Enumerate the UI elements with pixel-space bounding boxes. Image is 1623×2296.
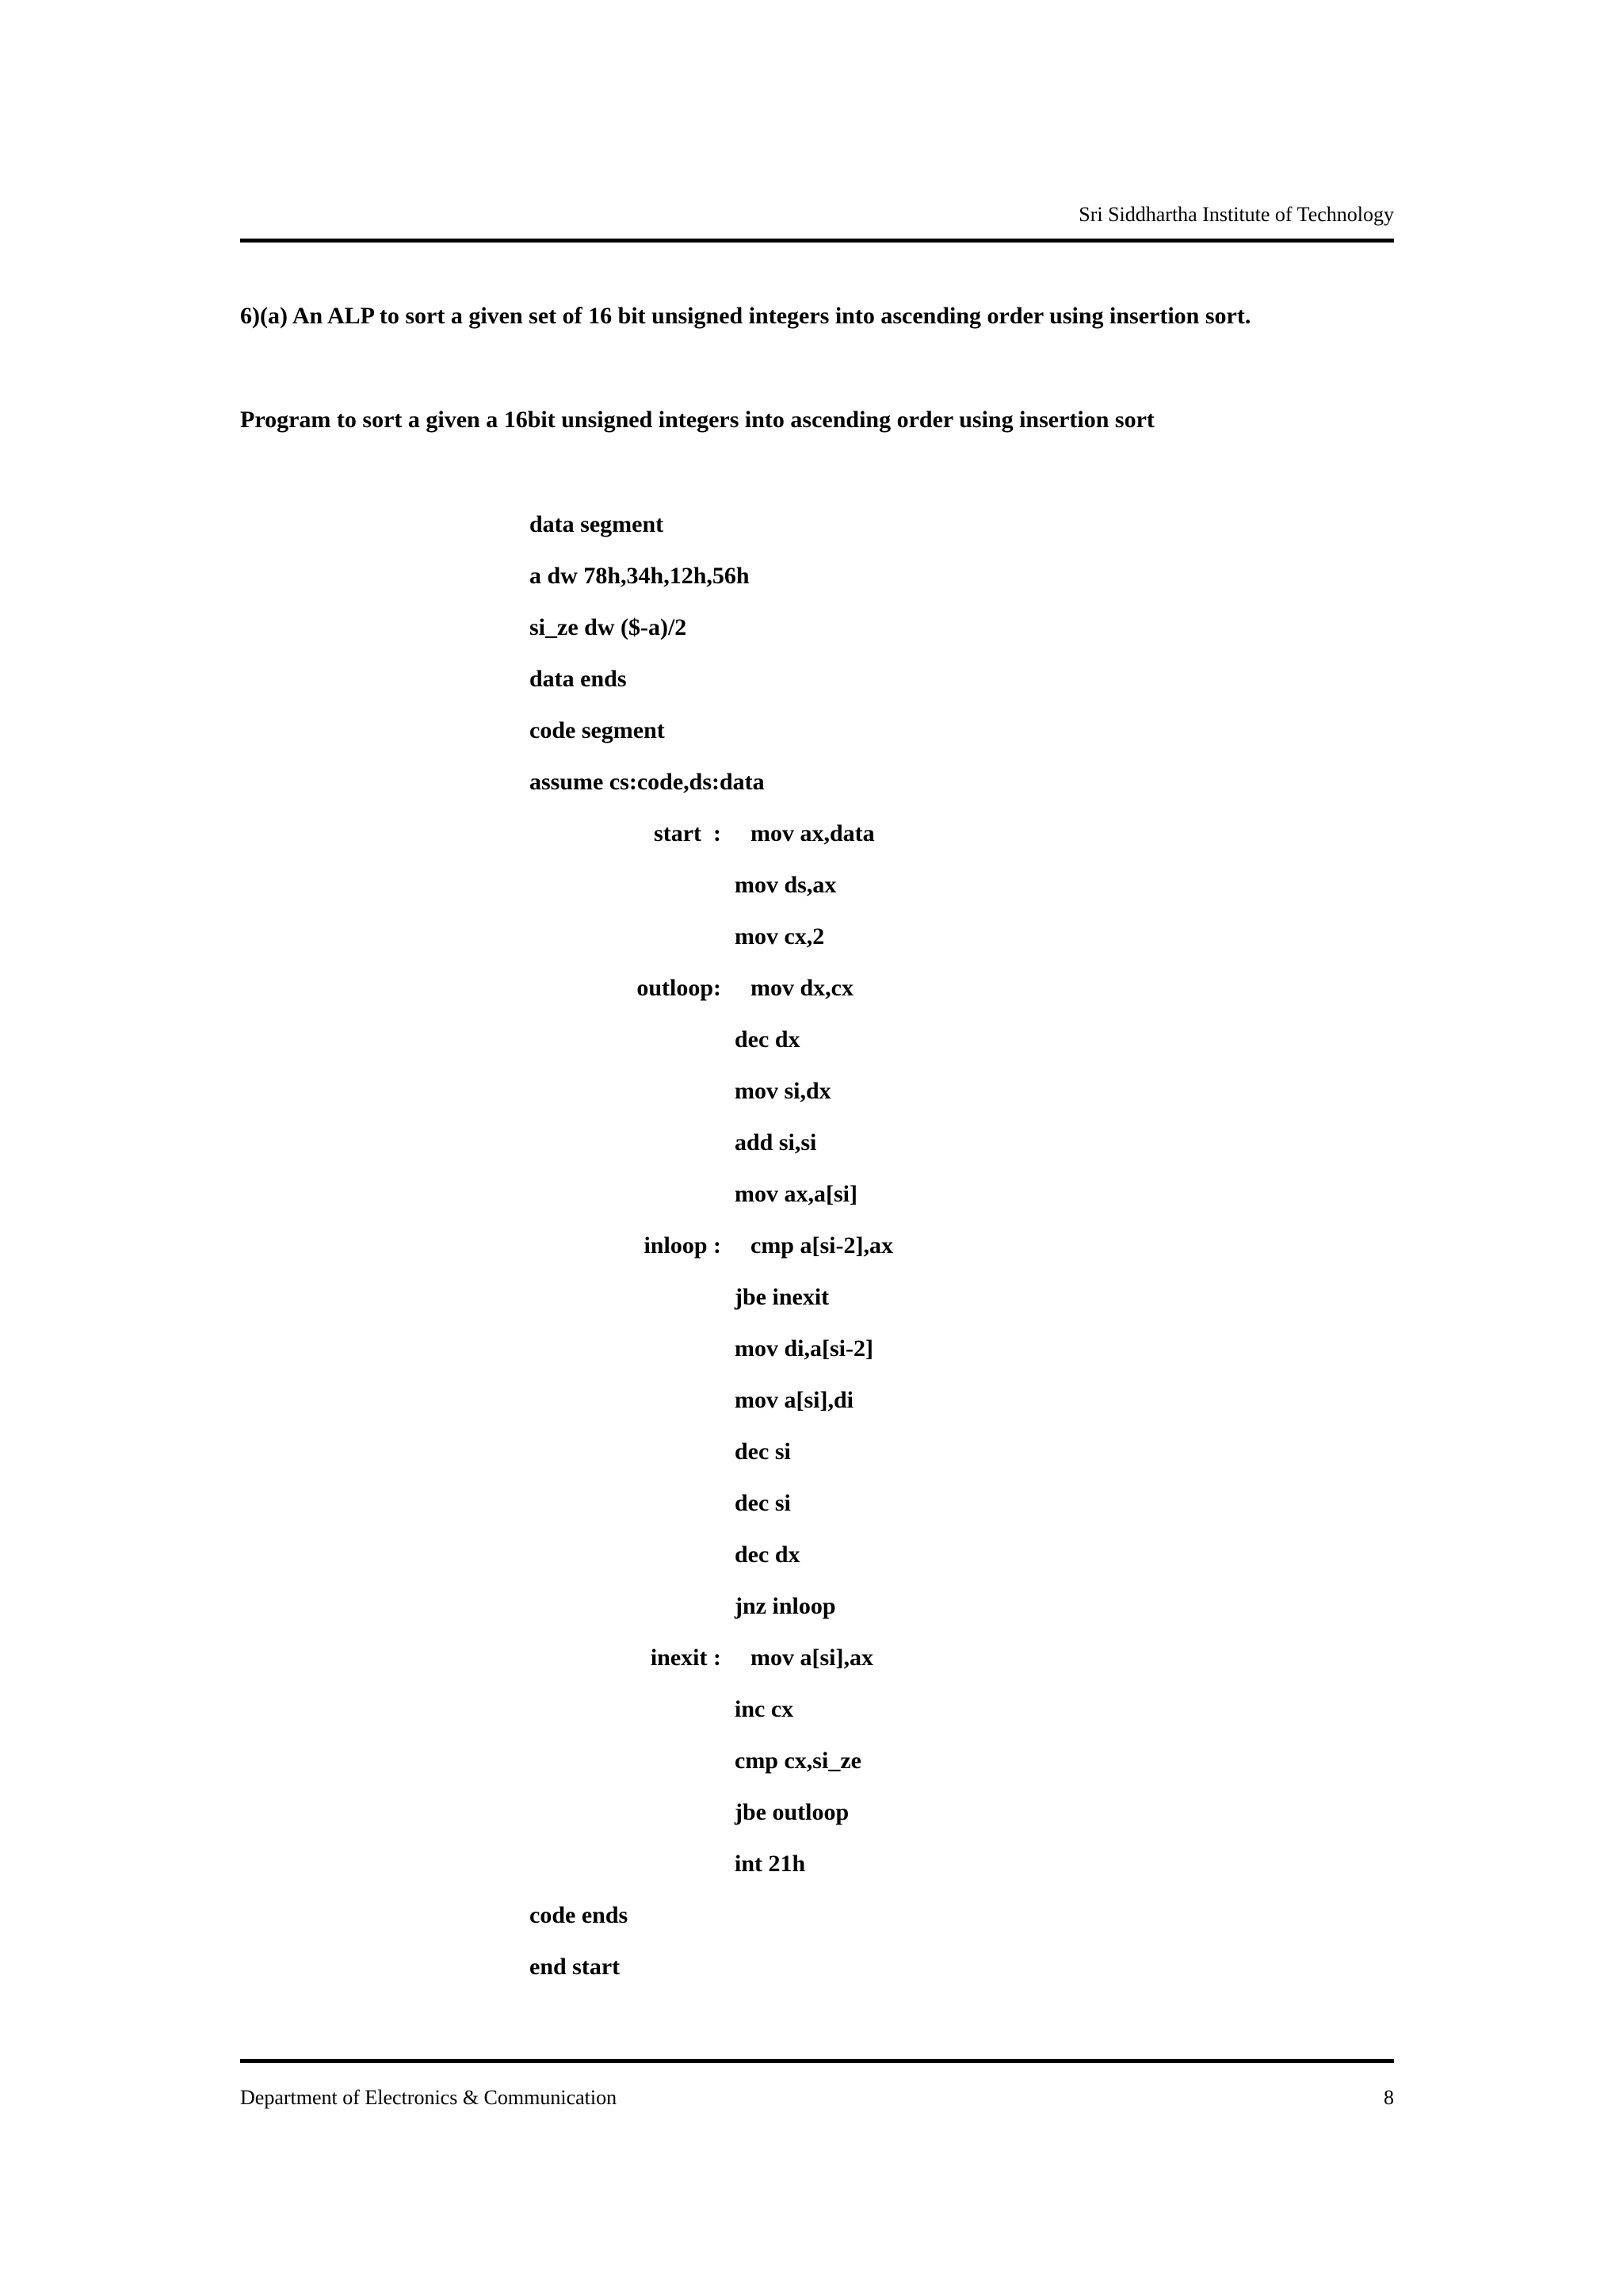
code-line: dec si	[735, 1438, 791, 1465]
code-label-outloop: outloop:	[636, 975, 721, 1001]
code-line: cmp a[si-2],ax	[750, 1232, 893, 1259]
code-line: mov ax,a[si]	[735, 1181, 857, 1207]
page-number: 8	[1384, 2086, 1394, 2109]
code-line: data ends	[529, 666, 627, 692]
footer-rule	[240, 2059, 1394, 2063]
code-line: mov ds,ax	[735, 872, 837, 898]
department-name: Department of Electronics & Communication	[240, 2086, 617, 2109]
institute-name: Sri Siddhartha Institute of Technology	[1079, 203, 1394, 226]
code-line: dec dx	[735, 1026, 800, 1052]
program-description: Program to sort a given a 16bit unsigned integers into ascending order using insertion sort	[240, 407, 1155, 433]
code-line: add si,si	[735, 1129, 817, 1156]
exercise-title: 6)(a) An ALP to sort a given set of 16 bit unsigned integers into ascending order using insertion sort.	[240, 303, 1251, 329]
code-line: inc cx	[735, 1696, 794, 1722]
code-label-inloop: inloop :	[643, 1232, 721, 1259]
code-line: a dw 78h,34h,12h,56h	[529, 563, 750, 589]
code-line: mov ax,data	[750, 820, 875, 846]
code-line: int 21h	[735, 1851, 806, 1877]
code-line: jbe outloop	[735, 1799, 850, 1825]
code-line: code ends	[529, 1902, 628, 1928]
code-line: mov a[si],di	[735, 1387, 854, 1413]
header-rule	[240, 239, 1394, 243]
code-line: si_ze dw ($-a)/2	[529, 614, 687, 640]
code-line: mov si,dx	[735, 1078, 831, 1104]
code-line: mov cx,2	[735, 923, 825, 949]
code-line: jbe inexit	[735, 1284, 830, 1310]
code-line: mov a[si],ax	[750, 1645, 873, 1671]
code-line: code segment	[529, 717, 665, 743]
code-line: data segment	[529, 511, 664, 537]
code-line: dec dx	[735, 1541, 800, 1568]
code-line: jnz inloop	[735, 1593, 836, 1619]
code-line: cmp cx,si_ze	[735, 1748, 861, 1774]
code-line: mov dx,cx	[750, 975, 854, 1001]
code-line: dec si	[735, 1490, 791, 1516]
code-line: end start	[529, 1954, 621, 1980]
code-line: assume cs:code,ds:data	[529, 769, 765, 795]
code-line: mov di,a[si-2]	[735, 1335, 873, 1362]
code-label-inexit: inexit :	[650, 1645, 721, 1671]
code-label-start: start :	[654, 820, 721, 846]
